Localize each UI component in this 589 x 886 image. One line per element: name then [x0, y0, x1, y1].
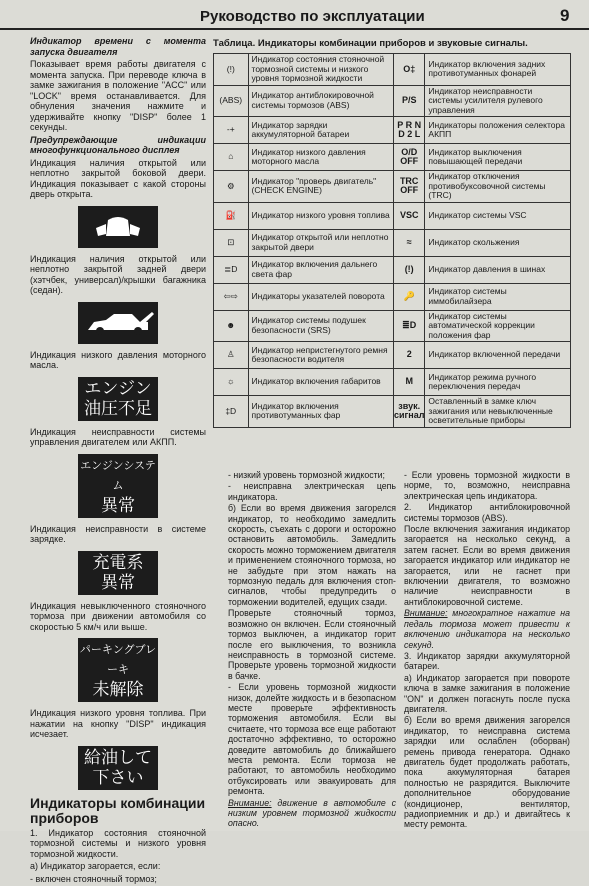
- table-row: [214, 202, 571, 229]
- section-title: Индикаторы комбинации приборов: [30, 794, 206, 826]
- table-row: [214, 310, 571, 342]
- indicator-description: Индикатор включенной передачи: [425, 342, 571, 369]
- skid-icon: ≈: [393, 229, 424, 256]
- sound-signal-icon: звук. сигнал: [393, 396, 424, 428]
- front-fog-icon: ‡D: [214, 396, 249, 428]
- indicator-table: [213, 53, 571, 428]
- table-row: [214, 256, 571, 283]
- gear-position-icon: P R N D 2 L: [393, 117, 424, 144]
- tire-pressure-icon: (!): [393, 256, 424, 283]
- para-door: Индикация наличия открытой или неплотно закрытой боковой двери. Индикация показывает с какой стороны дверь открыта.: [30, 157, 206, 199]
- para-trunk: Индикация наличия открытой или неплотно закрытой задней двери (хэтчбек, универсал)/крышки багажника (седан).: [30, 253, 206, 295]
- table-row: [214, 396, 571, 428]
- heading-warnings: Предупреждающие индикации многофункционального дисплея: [30, 134, 206, 155]
- mid-note: [228, 798, 396, 829]
- vsc-icon: VSC: [393, 202, 424, 229]
- indicator-description: Индикатор скольжения: [425, 229, 571, 256]
- indicator-table-block: [213, 38, 571, 428]
- middle-paragraph: - неисправна электрическая цепь индикатора.: [228, 481, 396, 502]
- jp-charge-line2: 異常: [101, 572, 135, 593]
- brake-warning-icon: (!): [214, 54, 249, 86]
- right-paragraph: 3. Индикатор зарядки аккумуляторной батареи.: [404, 650, 570, 672]
- right-paragraph: После включения зажигания индикатор загорается на несколько секунд, а затем гаснет. Если во время движения загорается индикатор или индикатор не загорается, или не гаснет при включении двигателя, то возможно наличие неисправности в антиблокировочной системе.: [404, 524, 570, 607]
- table-row: [214, 229, 571, 256]
- door-open-icon: ⊡: [214, 229, 249, 256]
- indicator-description: Индикатор отключения противобуксовочной системы (TRC): [425, 171, 571, 203]
- second-gear-icon: 2: [393, 342, 424, 369]
- jp-charge-display: [78, 551, 158, 595]
- indicator-description: Индикатор "проверь двигатель" (CHECK ENGINE): [248, 171, 393, 203]
- right-note-text: многократное нажатие на педаль тормоза может привести к включению индикатора на несколько секунд.: [404, 608, 570, 650]
- seatbelt-icon: ♙: [214, 342, 249, 369]
- power-steering-icon: P/S: [393, 85, 424, 117]
- indicator-description: Индикатор режима ручного переключения передач: [425, 369, 571, 396]
- right-column: [404, 470, 570, 831]
- indicator-description: Индикатор состояния стояночной тормозной системы и низкого уровня тормозной жидкости: [248, 54, 393, 86]
- indicator-description: Индикатор включения дальнего света фар: [248, 256, 393, 283]
- overdrive-off-icon: O/D OFF: [393, 144, 424, 171]
- table-row: [214, 342, 571, 369]
- table-row: [214, 369, 571, 396]
- para-indicator-1a-item: - включен стояночный тормоз;: [30, 873, 157, 884]
- jp-oil-line2: 油圧不足: [84, 398, 152, 419]
- page-header: [0, 0, 589, 30]
- indicator-description: Индикатор включения габаритов: [248, 369, 393, 396]
- middle-paragraph: - низкий уровень тормозной жидкости;: [228, 470, 385, 480]
- jp-parking-line2: 未解除: [92, 680, 144, 700]
- table-row: [214, 85, 571, 117]
- jp-engine-line1: エンジンシステム: [80, 458, 156, 492]
- srs-airbag-icon: ☻: [214, 310, 249, 342]
- right-paragraph: б) Если во время движения загорелся индикатор, то неисправна система зарядки или ослаблен (оборван) ремень привода генератора. Однако двигатель будет продолжать работать, пока аккумуляторная батарея полностью не разрядится. Выключите дополнительное оборудование (кондиционер, вентилятор, радиоприемник и др.) и двигайтесь к месту ремонта.: [404, 715, 570, 830]
- battery-icon: -+: [214, 117, 249, 144]
- heading-engine-time: Индикатор времени с момента запуска двигателя: [30, 36, 206, 57]
- indicator-description: Индикатор системы VSC: [425, 202, 571, 229]
- jp-engine-display: [78, 454, 158, 518]
- para-jp-fuel: Индикация низкого уровня топлива. При нажатии на кнопку "DISP" индикация исчезает.: [30, 708, 206, 739]
- jp-fuel-line1: 給油して: [84, 747, 152, 768]
- turn-signal-icon: ⇦⇨: [214, 283, 249, 310]
- oil-pressure-icon: ⌂: [214, 144, 249, 171]
- trc-off-icon: TRC OFF: [393, 171, 424, 203]
- right-paragraph: - Если уровень тормозной жидкости в норме, то, возможно, неисправна электрическая цепь индикатора.: [404, 470, 570, 501]
- para-oil: Индикация низкого давления моторного масла.: [30, 349, 206, 370]
- trunk-open-display-icon: [78, 302, 158, 344]
- right-note-label: Внимание:: [404, 608, 448, 619]
- door-open-display-icon: [78, 206, 158, 248]
- table-row: [214, 171, 571, 203]
- indicator-description: Индикатор включения противотуманных фар: [248, 396, 393, 428]
- page-title: Руководство по эксплуатации: [200, 8, 425, 25]
- indicator-description: Индикатор низкого давления моторного масла: [248, 144, 393, 171]
- middle-paragraph: - Если уровень тормозной жидкости низок, долейте жидкость и в безопасном месте проверьте эффективность торможения автомобиля. Если вы считаете, что тормоза все еще работают достаточно эффективно, то осторожно доведите автомобиль до ближайшего места ремонта. Если тормоза не работают, то автомобиль необходимо отбуксировать или эвакуировать для ремонта.: [228, 682, 396, 797]
- table-row: [214, 117, 571, 144]
- para-jp-parking: Индикация невыключенного стояночного тормоза при движении автомобиля со скоростью 5 км/ч или выше.: [30, 600, 206, 632]
- indicator-description: Индикатор системы иммобилайзера: [425, 283, 571, 310]
- jp-parking-line1: パーキングブレーキ: [79, 643, 157, 676]
- jp-fuel-line2: 下さい: [92, 767, 144, 788]
- jp-parking-display: [78, 638, 158, 702]
- indicator-description: Индикатор зарядки аккумуляторной батареи: [248, 117, 393, 144]
- side-lights-icon: ☼: [214, 369, 249, 396]
- indicator-description: Индикатор антиблокировочной системы тормозов (ABS): [248, 85, 393, 117]
- manual-mode-icon: M: [393, 369, 424, 396]
- fuel-icon: ⛽: [214, 202, 249, 229]
- jp-oil-display: [78, 377, 158, 421]
- para-indicator-1a: а) Индикатор загорается, если:: [30, 861, 161, 871]
- table-row: [214, 144, 571, 171]
- indicator-description: Индикатор непристегнутого ремня безопасности водителя: [248, 342, 393, 369]
- indicator-description: Индикатор системы автоматической коррекции положения фар: [425, 310, 571, 342]
- indicator-description: Индикаторы указателей поворота: [248, 283, 393, 310]
- mid-note-label: Внимание:: [228, 797, 272, 808]
- rear-fog-icon: O‡: [393, 54, 424, 86]
- para-indicator-1: 1. Индикатор состояния стояночной тормозной системы и низкого уровня тормозной жидкости.: [30, 827, 206, 859]
- para-jp-charge: Индикация неисправности в системе зарядке.: [30, 523, 206, 544]
- middle-paragraph: б) Если во время движения загорелся индикатор, то необходимо замедлить скорость, съехать с дороги и осторожно остановить автомобиль. Замедлить скорость можно торможением двигателя и применением стояночного тормоза, но не забудьте при этом нажать на тормозную педаль для включения стоп-сигналов, чтобы предупредить о торможении водителей, едущих сзади.: [228, 503, 396, 607]
- headlight-leveling-icon: ≣D: [393, 310, 424, 342]
- indicator-description: Индикатор включения задних противотуманных фонарей: [425, 54, 571, 86]
- middle-column: [228, 470, 396, 830]
- indicator-description: Индикатор открытой или неплотно закрытой двери: [248, 229, 393, 256]
- left-column: [30, 36, 206, 886]
- table-title: Таблица. Индикаторы комбинации приборов и звуковые сигналы.: [213, 38, 528, 49]
- jp-engine-line2: 異常: [101, 495, 135, 516]
- right-note: [404, 608, 570, 650]
- middle-paragraph: Проверьте стояночный тормоз, возможно он включен. Если стояночный тормоз выключен, а индикатор горит после его выключения, то возникла неисправность в тормозной системе. Проверьте уровень тормозной жидкости в бачке.: [228, 608, 396, 681]
- jp-fuel-display: [78, 746, 158, 790]
- jp-oil-line1: エンジン: [84, 378, 152, 399]
- right-paragraph: 2. Индикатор антиблокировочной системы тормозов (ABS).: [404, 502, 570, 523]
- indicator-description: Индикатор выключения повышающей передачи: [425, 144, 571, 171]
- indicator-description: Оставленный в замке ключ зажигания или невыключенные осветительные приборы: [425, 396, 571, 428]
- indicator-description: Индикатор системы подушек безопасности (SRS): [248, 310, 393, 342]
- check-engine-icon: ⚙: [214, 171, 249, 203]
- page-number: 9: [560, 6, 570, 25]
- abs-icon: (ABS): [214, 85, 249, 117]
- indicator-description: Индикатор неисправности системы усилителя рулевого управления: [425, 85, 571, 117]
- indicator-description: Индикатор давления в шинах: [425, 256, 571, 283]
- para-jp-engine: Индикация неисправности системы управления двигателем или АКПП.: [30, 426, 206, 447]
- mid-note-text: движение в автомобиле с низким уровнем тормозной жидкости опасно.: [228, 797, 396, 829]
- table-row: [214, 54, 571, 86]
- table-row: [214, 283, 571, 310]
- indicator-description: Индикатор низкого уровня топлива: [248, 202, 393, 229]
- para-engine-time: Показывает время работы двигателя с момента запуска. При переводе ключа в замке зажигания в положение "ACC" или "LOCK" время останавливается. Для обнуления значения нажмите и удерживайте кнопку "DISP" более 1 секунды.: [30, 59, 206, 132]
- immobilizer-icon: 🔑: [393, 283, 424, 310]
- jp-charge-line1: 充電系: [92, 552, 144, 573]
- indicator-description: Индикаторы положения селектора АКПП: [425, 117, 571, 144]
- right-paragraph: а) Индикатор загорается при повороте ключа в замке зажигания в положение "ON" и должен погаснуть после пуска двигателя.: [404, 672, 570, 714]
- high-beam-icon: ≣D: [214, 256, 249, 283]
